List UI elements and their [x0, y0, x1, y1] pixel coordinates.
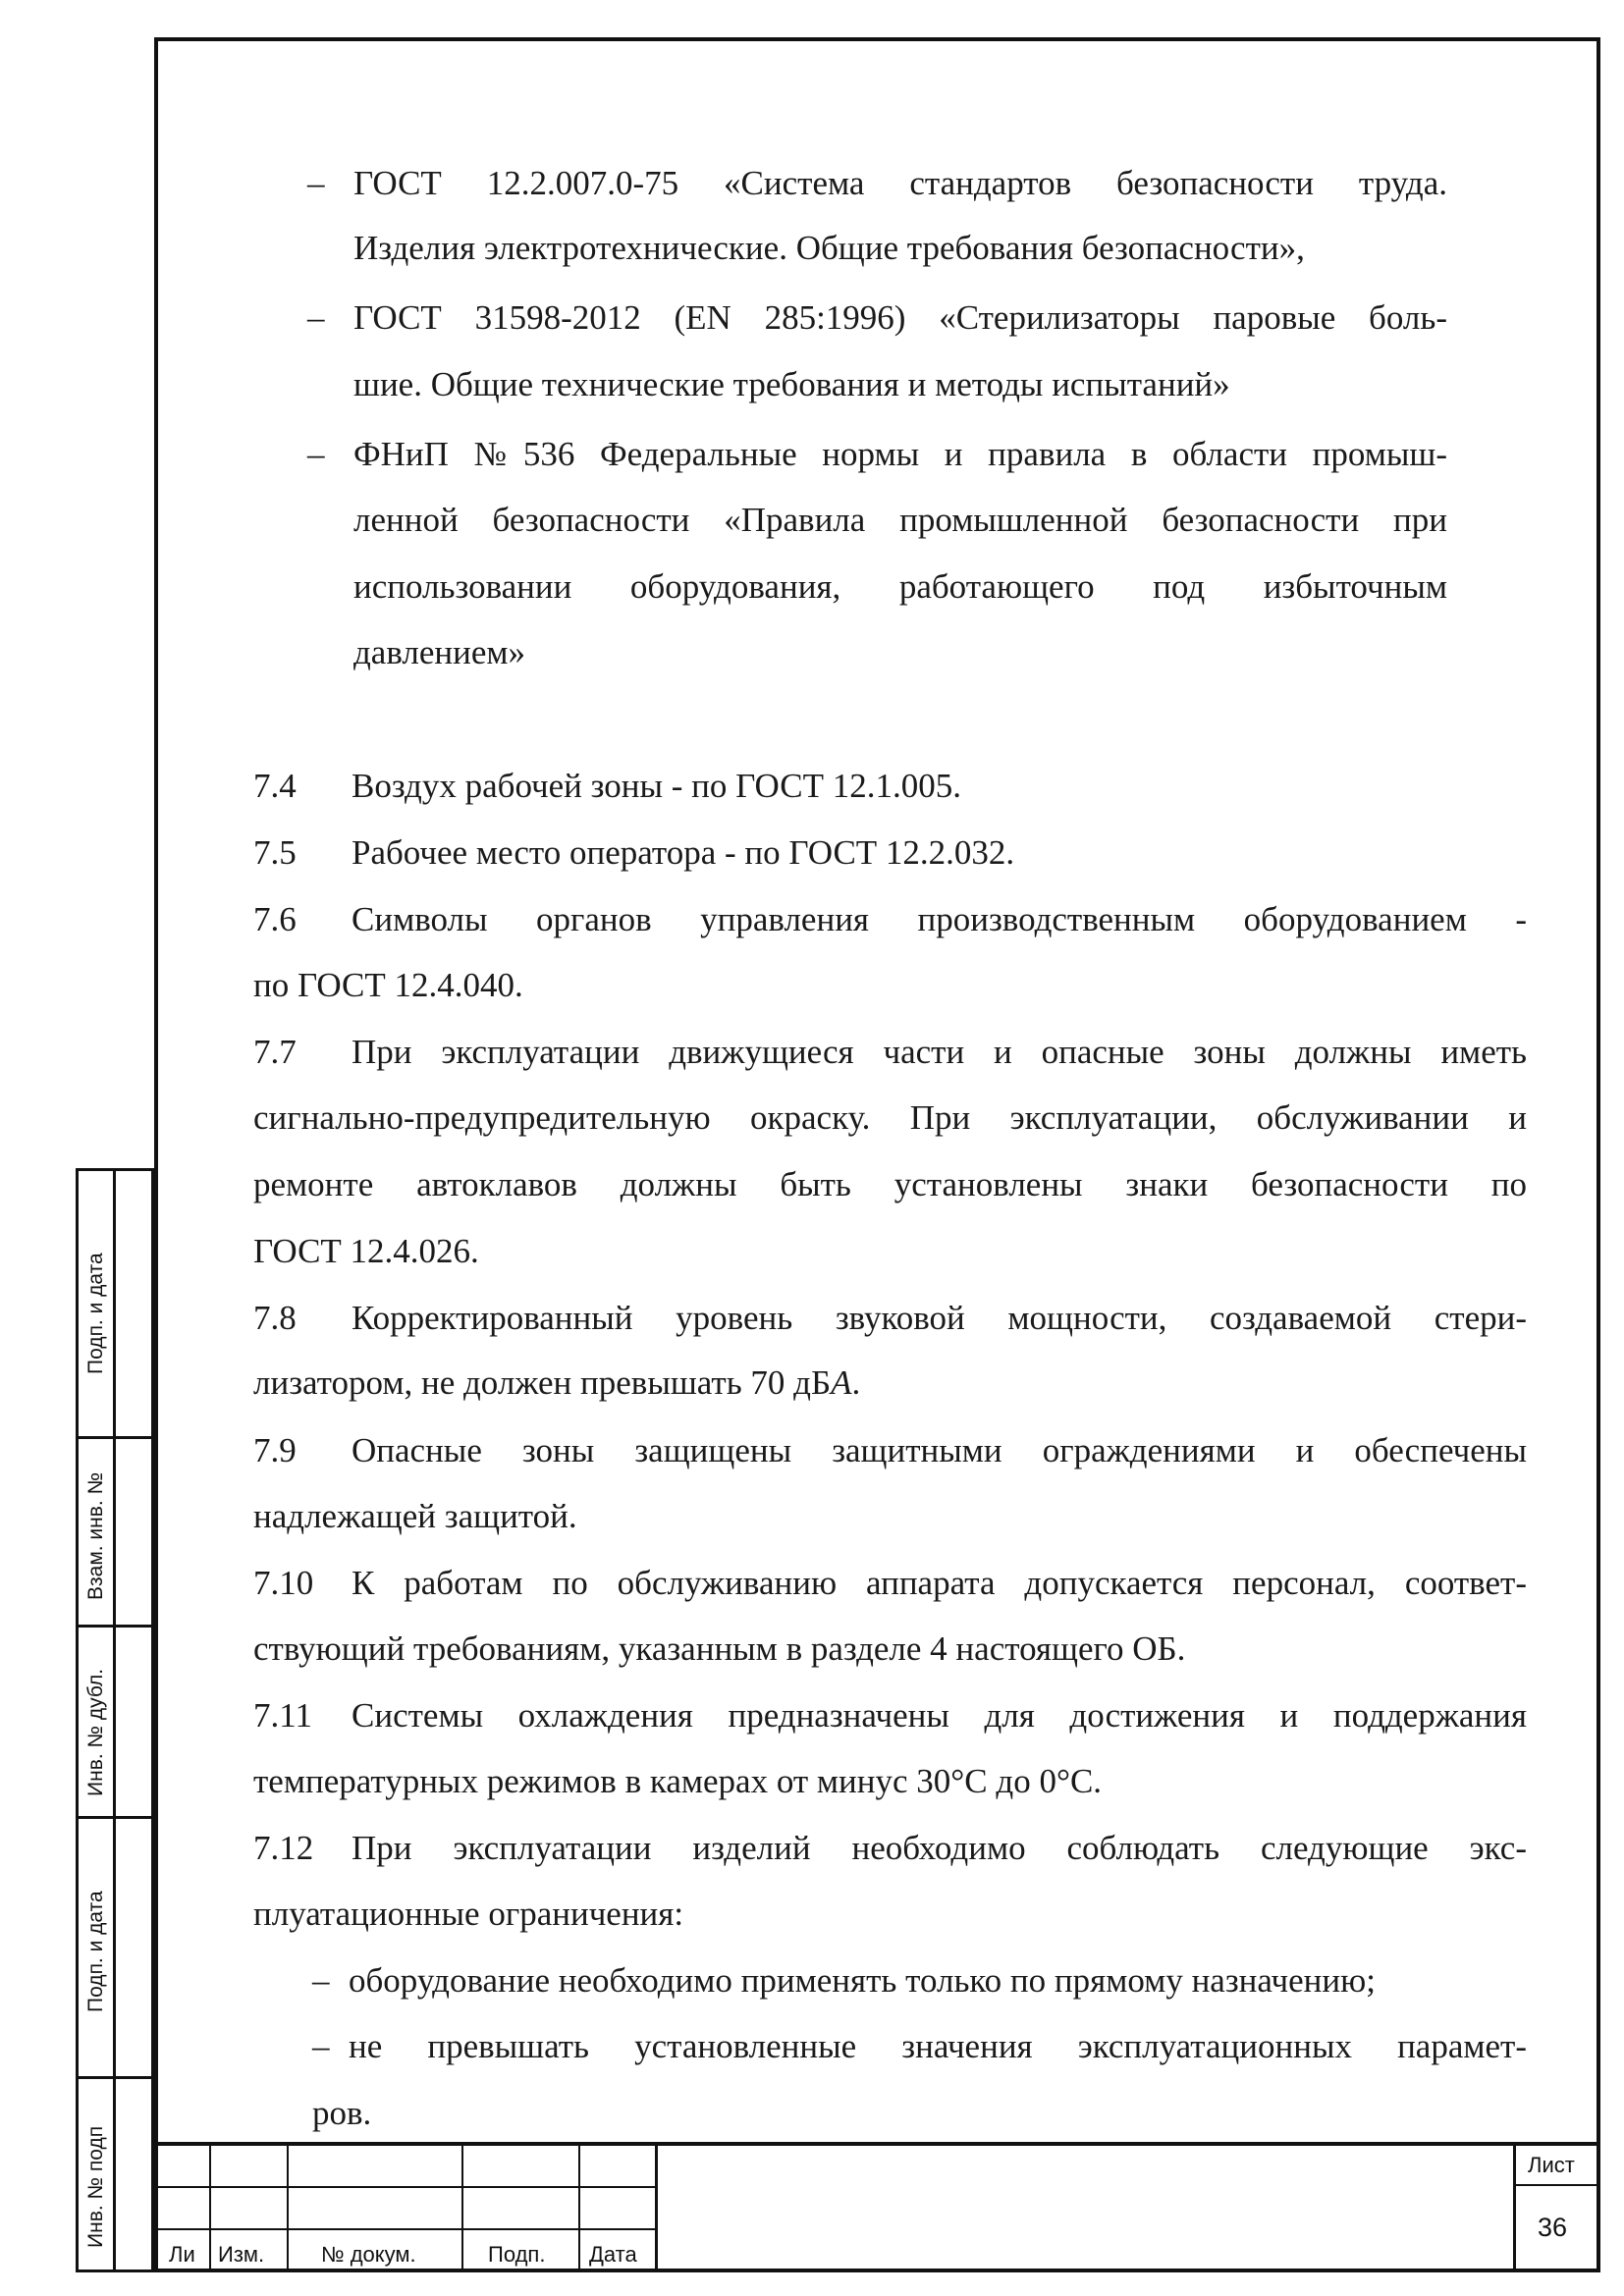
item-number: 7.7: [253, 1033, 297, 1071]
list-item-line: ГОСТ 31598-2012 (EN 285:1996) «Стерилизаторы паровые боль-: [353, 298, 1447, 337]
list-item-line: использовании оборудования, работающего под избыточным: [353, 567, 1447, 606]
title-block-col-line: [287, 2142, 289, 2272]
item-text: Рабочее место оператора - по ГОСТ 12.2.032.: [352, 833, 1015, 872]
col-label-li: Ли: [169, 2242, 195, 2267]
item-text: [253, 1361, 860, 1406]
item-text: ремонте автоклавов должны быть установлены знаки безопасности по: [253, 1165, 1527, 1203]
sheet-box-border: [1513, 2142, 1516, 2272]
title-block-col-line: [655, 2142, 658, 2272]
list-dash: –: [312, 2027, 330, 2065]
item-text: температурных режимов в камерах от минус 30°С до 0°С.: [253, 1762, 1103, 1800]
item-text: Воздух рабочей зоны - по ГОСТ 12.1.005.: [352, 767, 961, 805]
list-item-line: Изделия электротехнические. Общие требования безопасности»,: [353, 229, 1305, 267]
list-dash: –: [307, 164, 325, 202]
list-item-line: не превышать установленные значения эксплуатационных парамет-: [349, 2027, 1527, 2065]
item-number: 7.8: [253, 1299, 297, 1337]
sheet-box-divider: [1513, 2184, 1600, 2186]
item-text: Символы органов управления производственным оборудованием -: [352, 900, 1527, 938]
col-label-izm: Изм.: [218, 2242, 265, 2267]
item-text: Системы охлаждения предназначены для достижения и поддержания: [352, 1696, 1527, 1735]
list-item-line: ров.: [312, 2094, 372, 2132]
title-block-row-line: [154, 2186, 657, 2188]
list-item-line: оборудование необходимо применять только по прямому назначению;: [349, 1961, 1377, 2000]
stamp-row-line: [76, 2076, 154, 2079]
item-number: 7.4: [253, 767, 297, 805]
item-text: При эксплуатации движущиеся части и опасные зоны должны иметь: [352, 1033, 1527, 1071]
sheet-label: Лист: [1528, 2153, 1575, 2177]
col-label-dokum: № докум.: [321, 2242, 416, 2267]
list-dash: –: [307, 298, 325, 337]
item-number: 7.9: [253, 1431, 297, 1469]
stamp-label: Инв. № подп: [84, 2125, 107, 2248]
stamp-label: Инв. № дубл.: [84, 1668, 107, 1796]
list-item-line: давлением»: [353, 633, 526, 671]
title-block-col-line: [578, 2142, 580, 2272]
title-block-row-line: [154, 2228, 657, 2230]
item-text-part: лизатором, не должен превышать 70 дБ: [253, 1363, 832, 1402]
item-text: К работам по обслуживанию аппарата допускается персонал, соответ-: [352, 1564, 1527, 1602]
italic-unit: А: [831, 1363, 852, 1402]
item-text: Опасные зоны защищены защитными ограждениями и обеспечены: [352, 1431, 1527, 1469]
list-dash: –: [307, 435, 325, 473]
item-number: 7.10: [253, 1564, 314, 1602]
col-label-data: Дата: [589, 2242, 637, 2267]
list-item-line: ленной безопасности «Правила промышленной безопасности при: [353, 501, 1447, 539]
item-text: ГОСТ 12.4.026.: [253, 1232, 479, 1270]
list-dash: –: [312, 1961, 330, 2000]
list-item-line: шие. Общие технические требования и методы испытаний»: [353, 365, 1230, 403]
stamp-row-line: [76, 1436, 154, 1439]
stamp-label: Взам. инв. №: [84, 1471, 107, 1600]
item-text: ствующий требованиям, указанным в разделе 4 настоящего ОБ.: [253, 1629, 1186, 1668]
title-block-col-line: [461, 2142, 463, 2272]
sheet-number: 36: [1538, 2213, 1568, 2242]
list-item-line: ФНиП №536 Федеральные нормы и правила в области промыш-: [353, 435, 1447, 473]
title-block-col-line: [209, 2142, 211, 2272]
item-number: 7.11: [253, 1696, 312, 1735]
stamp-label: Подп. и дата: [84, 1891, 107, 2012]
item-number: 7.5: [253, 833, 297, 872]
item-text-part: .: [851, 1363, 861, 1402]
col-label-podp: Подп.: [488, 2242, 546, 2267]
list-item-line: ГОСТ 12.2.007.0-75 «Система стандартов безопасности труда.: [353, 164, 1447, 202]
stamp-row-line: [76, 1816, 154, 1819]
item-text: надлежащей защитой.: [253, 1497, 577, 1535]
item-number: 7.6: [253, 900, 297, 938]
item-text: плуатационные ограничения:: [253, 1895, 684, 1933]
item-text: по ГОСТ 12.4.040.: [253, 966, 523, 1004]
item-number: 7.12: [253, 1829, 314, 1867]
stamp-divider: [113, 1168, 116, 2272]
item-text: При эксплуатации изделий необходимо соблюдать следующие экс-: [352, 1829, 1527, 1867]
item-text: сигнально-предупредительную окраску. При эксплуатации, обслуживании и: [253, 1098, 1527, 1137]
title-block-top-line: [154, 2142, 1600, 2146]
item-text: Корректированный уровень звуковой мощности, создаваемой стери-: [352, 1299, 1527, 1337]
stamp-label: Подп. и дата: [84, 1253, 107, 1374]
stamp-row-line: [76, 1625, 154, 1628]
